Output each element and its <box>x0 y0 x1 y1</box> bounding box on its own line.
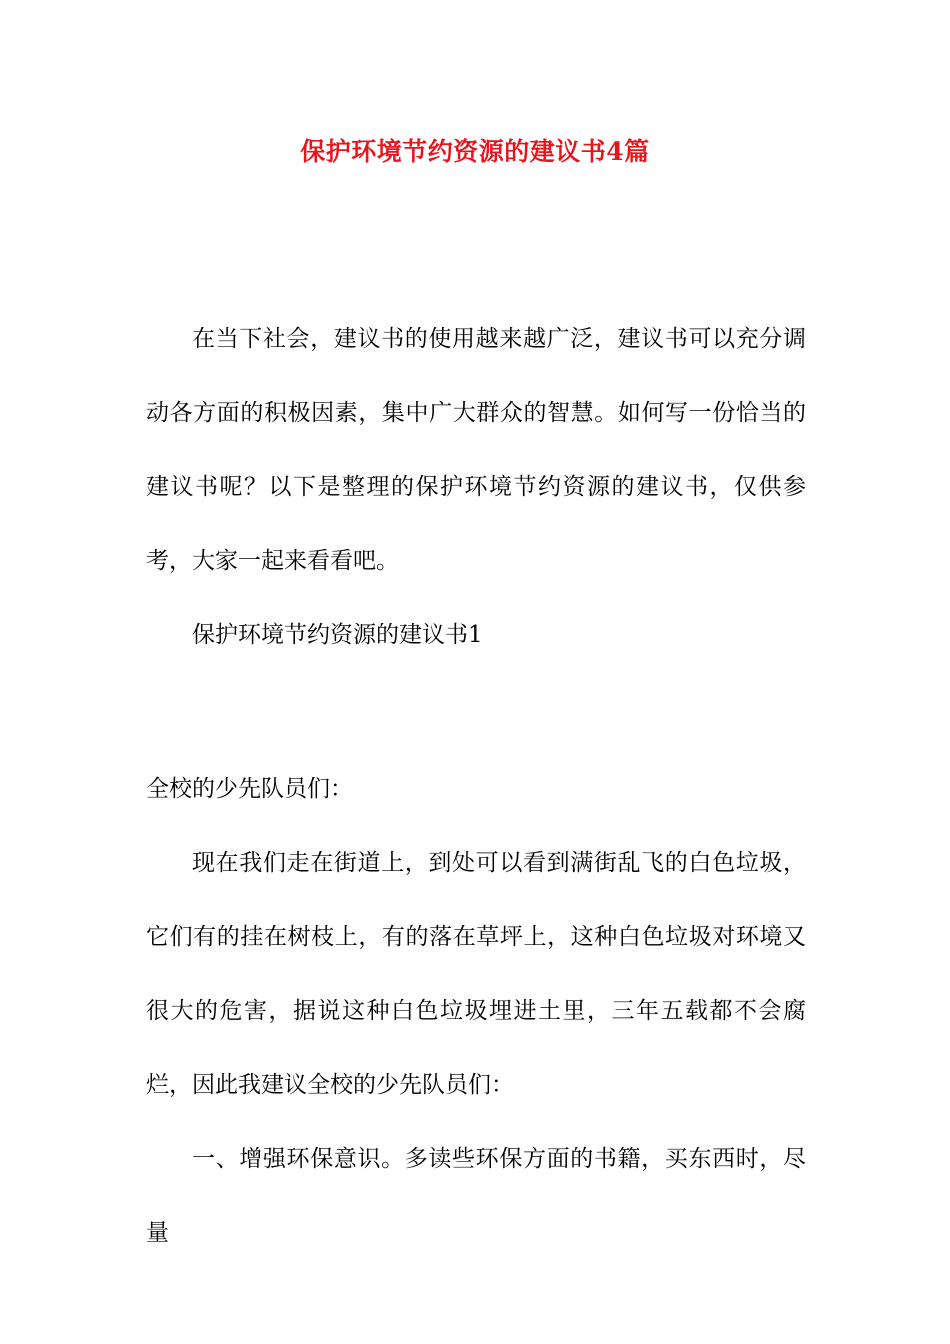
body-paragraph-2: 一、增强环保意识。多读些环保方面的书籍，买东西时，尽量 <box>146 1146 806 1246</box>
body-paragraph-1: 现在我们走在街道上，到处可以看到满街乱飞的白色垃圾，它们有的挂在树枝上，有的落在草坪上，这种白色垃圾对环境又很大的危害，据说这种白色垃圾埋进土里，三年五载都不会腐烂，因此我建议全校的少先队员们： <box>146 850 806 1098</box>
document-title: 保护环境节约资源的建议书4篇 <box>300 137 650 166</box>
document-body-top <box>146 302 806 672</box>
salutation: 全校的少先队员们： <box>146 776 353 802</box>
intro-paragraph: 在当下社会，建议书的使用越来越广泛，建议书可以充分调动各方面的积极因素，集中广大群众的智慧。如何写一份恰当的建议书呢？以下是整理的保护环境节约资源的建议书，仅供参考，大家一起来看看吧。 <box>146 326 806 574</box>
section-heading: 保护环境节约资源的建议书1 <box>192 622 483 648</box>
document-body-bottom <box>146 752 806 1270</box>
